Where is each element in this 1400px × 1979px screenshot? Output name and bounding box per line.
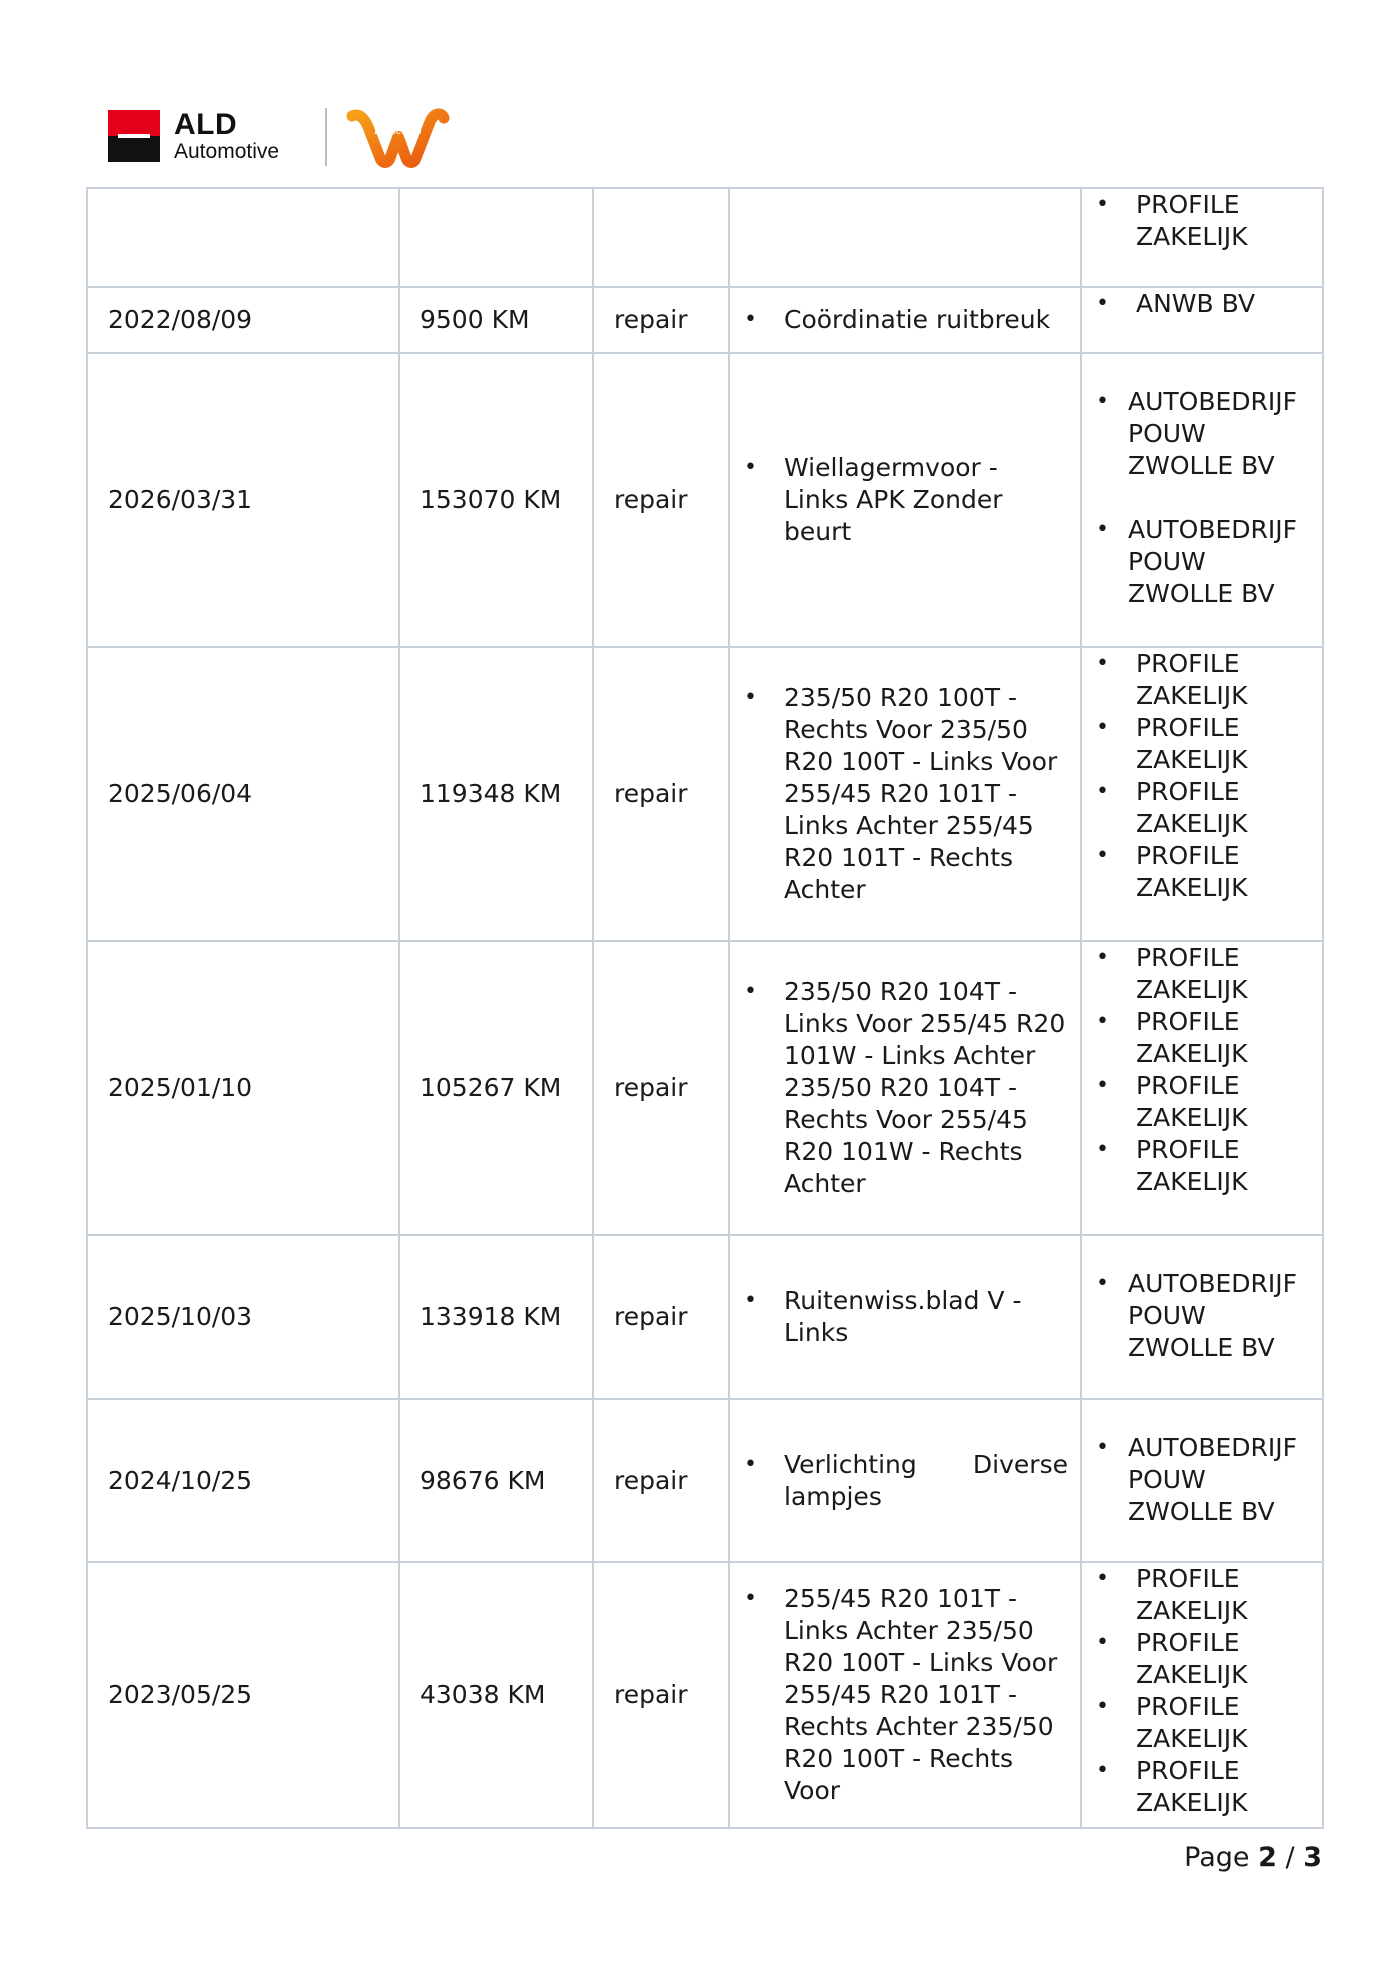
type-cell: repair: [593, 647, 729, 941]
table-row: [87, 1562, 1323, 1828]
supplier-item: • PROFILE ZAKELIJK: [1096, 1134, 1316, 1198]
maintenance-history-table: [86, 187, 1324, 1829]
mileage-cell: 43038 KM: [399, 1562, 593, 1828]
description-cell: [729, 941, 1081, 1235]
supplier-item: • PROFILE ZAKELIJK: [1096, 942, 1316, 1006]
table-row: [87, 647, 1323, 941]
date-cell: 2026/03/31: [87, 353, 399, 647]
type-cell: repair: [593, 1399, 729, 1562]
table-row: [87, 1235, 1323, 1399]
description-item: • Wiellagermvoor - Links APK Zonder beurt: [744, 452, 1068, 548]
supplier-item: • PROFILE ZAKELIJK: [1096, 840, 1316, 904]
supplier-item: • PROFILE ZAKELIJK: [1096, 712, 1316, 776]
date-cell: 2025/10/03: [87, 1235, 399, 1399]
supplier-cell: [1081, 1562, 1323, 1828]
type-cell: [593, 188, 729, 287]
supplier-item: • AUTOBEDRIJF POUW ZWOLLE BV: [1096, 514, 1316, 610]
ald-logo-mark: [108, 110, 160, 162]
page-label: Page: [1184, 1842, 1250, 1873]
mileage-cell: 98676 KM: [399, 1399, 593, 1562]
mileage-cell: 9500 KM: [399, 287, 593, 353]
mileage-cell: [399, 188, 593, 287]
header-logos: [108, 106, 458, 168]
leaseplan-logo-text: LeasePlan: [374, 126, 422, 137]
type-cell: repair: [593, 353, 729, 647]
description-item: • 235/50 R20 104T - Links Voor 255/45 R20 101W - Links Achter 235/50 R20 104T - Rechts Voor 255/45 R20 101W - Rechts Achter: [744, 976, 1068, 1200]
supplier-cell: [1081, 647, 1323, 941]
supplier-item: • PROFILE ZAKELIJK: [1096, 648, 1316, 712]
supplier-item: • PROFILE ZAKELIJK: [1096, 1691, 1316, 1755]
ald-brand-name: ALD: [174, 108, 238, 141]
page-separator: /: [1285, 1842, 1295, 1873]
table-row: [87, 1399, 1323, 1562]
supplier-item: • PROFILE ZAKELIJK: [1096, 189, 1316, 253]
description-cell: [729, 1562, 1081, 1828]
supplier-item: • PROFILE ZAKELIJK: [1096, 1070, 1316, 1134]
description-cell: [729, 647, 1081, 941]
date-cell: 2023/05/25: [87, 1562, 399, 1828]
page-number: [1184, 1842, 1322, 1873]
description-item: • Ruitenwiss.blad V - Links: [744, 1285, 1068, 1349]
mileage-cell: 153070 KM: [399, 353, 593, 647]
current-page: 2: [1258, 1842, 1277, 1873]
supplier-item: • ANWB BV: [1096, 288, 1316, 320]
supplier-item: • PROFILE ZAKELIJK: [1096, 1563, 1316, 1627]
table-row: [87, 287, 1323, 353]
logo-divider: [325, 108, 327, 166]
date-cell: 2025/01/10: [87, 941, 399, 1235]
date-cell: 2024/10/25: [87, 1399, 399, 1562]
type-cell: repair: [593, 941, 729, 1235]
supplier-item: • AUTOBEDRIJF POUW ZWOLLE BV: [1096, 386, 1316, 482]
date-cell: 2022/08/09: [87, 287, 399, 353]
mileage-cell: 105267 KM: [399, 941, 593, 1235]
leaseplan-logo: [346, 106, 450, 168]
supplier-cell: [1081, 353, 1323, 647]
supplier-item: • PROFILE ZAKELIJK: [1096, 1755, 1316, 1819]
total-pages: 3: [1303, 1842, 1322, 1873]
description-cell: [729, 188, 1081, 287]
supplier-item: • AUTOBEDRIJF POUW ZWOLLE BV: [1096, 1432, 1316, 1528]
supplier-item: • AUTOBEDRIJF POUW ZWOLLE BV: [1096, 1268, 1316, 1364]
date-cell: 2025/06/04: [87, 647, 399, 941]
mileage-cell: 133918 KM: [399, 1235, 593, 1399]
description-cell: [729, 1235, 1081, 1399]
supplier-cell: [1081, 287, 1323, 353]
type-cell: repair: [593, 1562, 729, 1828]
description-item: • 235/50 R20 100T - Rechts Voor 235/50 R20 100T - Links Voor 255/45 R20 101T - Links Achter 255/45 R20 101T - Rechts Achter: [744, 682, 1068, 906]
supplier-cell: [1081, 1235, 1323, 1399]
mileage-cell: 119348 KM: [399, 647, 593, 941]
supplier-cell: [1081, 188, 1323, 287]
description-cell: [729, 353, 1081, 647]
description-item: • Verlichting Diverse lampjes: [744, 1449, 1068, 1513]
description-cell: [729, 1399, 1081, 1562]
date-cell: [87, 188, 399, 287]
supplier-cell: [1081, 941, 1323, 1235]
description-item: • 255/45 R20 101T - Links Achter 235/50 R20 100T - Links Voor 255/45 R20 101T - Rechts Achter 235/50 R20 100T - Rechts Voor: [744, 1583, 1068, 1807]
table-row: [87, 353, 1323, 647]
supplier-item: • PROFILE ZAKELIJK: [1096, 1627, 1316, 1691]
supplier-item: • PROFILE ZAKELIJK: [1096, 776, 1316, 840]
table-row: [87, 941, 1323, 1235]
ald-brand-subtitle: Automotive: [174, 140, 280, 163]
description-cell: [729, 287, 1081, 353]
type-cell: repair: [593, 1235, 729, 1399]
supplier-cell: [1081, 1399, 1323, 1562]
table-row: [87, 188, 1323, 287]
description-item: • Coördinatie ruitbreuk: [744, 304, 1068, 336]
supplier-item: • PROFILE ZAKELIJK: [1096, 1006, 1316, 1070]
type-cell: repair: [593, 287, 729, 353]
